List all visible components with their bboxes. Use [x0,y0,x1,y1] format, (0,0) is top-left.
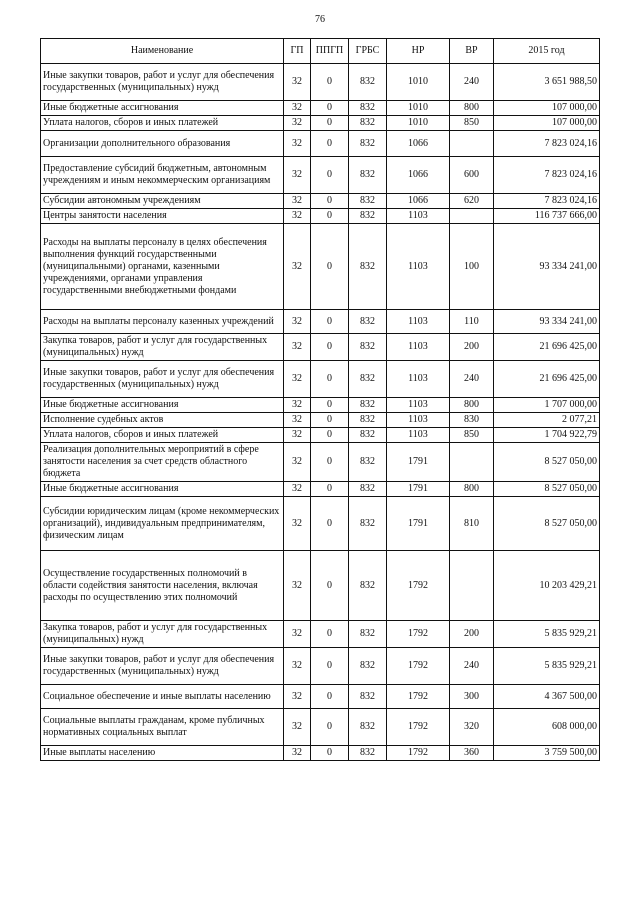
row-gp: 32 [284,116,311,131]
row-amount: 8 527 050,00 [494,482,600,497]
row-grbs: 832 [349,443,387,482]
row-ppgp: 0 [311,131,349,157]
header-amount-2015: 2015 год [494,39,600,64]
row-name: Центры занятости населения [41,209,284,224]
row-gp: 32 [284,310,311,334]
row-vr: 360 [450,746,494,761]
row-amount: 10 203 429,21 [494,551,600,621]
row-gp: 32 [284,334,311,361]
table-row [41,131,600,157]
table-row [41,709,600,746]
budget-table [40,38,600,761]
table-header-row [41,39,600,64]
row-gp: 32 [284,413,311,428]
row-grbs: 832 [349,131,387,157]
header-grbs: ГРБС [349,39,387,64]
row-grbs: 832 [349,413,387,428]
row-ppgp: 0 [311,101,349,116]
row-vr: 800 [450,398,494,413]
row-vr [450,443,494,482]
row-name: Закупка товаров, работ и услуг для государственных (муниципальных) нужд [41,621,284,648]
row-name: Иные бюджетные ассигнования [41,482,284,497]
row-amount: 116 737 666,00 [494,209,600,224]
row-amount: 5 835 929,21 [494,648,600,685]
row-nr: 1792 [387,685,450,709]
row-amount: 7 823 024,16 [494,157,600,194]
row-grbs: 832 [349,64,387,101]
row-nr: 1010 [387,116,450,131]
row-name: Уплата налогов, сборов и иных платежей [41,428,284,443]
row-ppgp: 0 [311,428,349,443]
row-ppgp: 0 [311,64,349,101]
row-name: Исполнение судебных актов [41,413,284,428]
row-grbs: 832 [349,361,387,398]
table-row [41,428,600,443]
row-ppgp: 0 [311,361,349,398]
row-name: Иные выплаты населению [41,746,284,761]
row-name: Иные закупки товаров, работ и услуг для обеспечения государственных (муниципальных) нужд [41,64,284,101]
row-name: Субсидии автономным учреждениям [41,194,284,209]
row-nr: 1792 [387,709,450,746]
row-grbs: 832 [349,648,387,685]
table-row [41,209,600,224]
row-amount: 608 000,00 [494,709,600,746]
row-ppgp: 0 [311,443,349,482]
row-nr: 1792 [387,621,450,648]
row-amount: 107 000,00 [494,101,600,116]
row-amount: 93 334 241,00 [494,310,600,334]
row-nr: 1791 [387,482,450,497]
row-name: Предоставление субсидий бюджетным, автономным учреждениям и иным некоммерческим организациям [41,157,284,194]
row-vr: 110 [450,310,494,334]
header-nr: НР [387,39,450,64]
row-vr: 240 [450,361,494,398]
header-gp: ГП [284,39,311,64]
row-grbs: 832 [349,224,387,310]
row-gp: 32 [284,709,311,746]
row-gp: 32 [284,194,311,209]
row-nr: 1066 [387,157,450,194]
row-nr: 1792 [387,648,450,685]
table-row [41,157,600,194]
row-ppgp: 0 [311,224,349,310]
row-name: Организации дополнительного образования [41,131,284,157]
row-gp: 32 [284,131,311,157]
row-ppgp: 0 [311,551,349,621]
row-amount: 7 823 024,16 [494,131,600,157]
row-name: Социальное обеспечение и иные выплаты населению [41,685,284,709]
table-row [41,310,600,334]
row-amount: 4 367 500,00 [494,685,600,709]
row-gp: 32 [284,398,311,413]
row-ppgp: 0 [311,482,349,497]
row-vr: 320 [450,709,494,746]
table-row [41,482,600,497]
table-row [41,194,600,209]
row-nr: 1103 [387,398,450,413]
row-vr: 200 [450,334,494,361]
row-grbs: 832 [349,746,387,761]
table-row [41,398,600,413]
row-name: Иные бюджетные ассигнования [41,398,284,413]
row-name: Расходы на выплаты персоналу казенных учреждений [41,310,284,334]
row-gp: 32 [284,497,311,551]
row-name: Иные бюджетные ассигнования [41,101,284,116]
row-gp: 32 [284,621,311,648]
row-gp: 32 [284,361,311,398]
row-gp: 32 [284,685,311,709]
row-name: Иные закупки товаров, работ и услуг для обеспечения государственных (муниципальных) нужд [41,361,284,398]
row-name: Субсидии юридическим лицам (кроме некоммерческих организаций), индивидуальным предпринимателям, физическим лицам [41,497,284,551]
row-ppgp: 0 [311,334,349,361]
row-gp: 32 [284,157,311,194]
row-name: Расходы на выплаты персоналу в целях обеспечения выполнения функций государственными (муниципальными) органами, казенными учреждениями, органами управления государственными внебюджетными фондами [41,224,284,310]
row-gp: 32 [284,64,311,101]
row-gp: 32 [284,224,311,310]
row-grbs: 832 [349,116,387,131]
row-ppgp: 0 [311,398,349,413]
row-grbs: 832 [349,685,387,709]
row-ppgp: 0 [311,413,349,428]
row-nr: 1791 [387,497,450,551]
row-grbs: 832 [349,482,387,497]
table-body [41,64,600,761]
row-gp: 32 [284,209,311,224]
row-ppgp: 0 [311,621,349,648]
row-vr: 600 [450,157,494,194]
header-vr: ВР [450,39,494,64]
row-name: Реализация дополнительных мероприятий в сфере занятости населения за счет средств областного бюджета [41,443,284,482]
table-row [41,101,600,116]
row-ppgp: 0 [311,709,349,746]
row-gp: 32 [284,482,311,497]
row-nr: 1103 [387,310,450,334]
row-gp: 32 [284,443,311,482]
row-grbs: 832 [349,101,387,116]
table-row [41,116,600,131]
row-nr: 1066 [387,194,450,209]
row-nr: 1792 [387,746,450,761]
row-vr [450,131,494,157]
row-grbs: 832 [349,157,387,194]
row-vr: 620 [450,194,494,209]
page-number: 76 [315,14,325,25]
row-vr: 850 [450,428,494,443]
table-row [41,685,600,709]
row-ppgp: 0 [311,310,349,334]
row-ppgp: 0 [311,209,349,224]
row-gp: 32 [284,101,311,116]
row-vr: 810 [450,497,494,551]
row-name: Социальные выплаты гражданам, кроме публичных нормативных социальных выплат [41,709,284,746]
table-row [41,648,600,685]
row-vr: 100 [450,224,494,310]
header-name: Наименование [41,39,284,64]
row-ppgp: 0 [311,685,349,709]
row-grbs: 832 [349,709,387,746]
table-row [41,497,600,551]
row-name: Закупка товаров, работ и услуг для государственных (муниципальных) нужд [41,334,284,361]
row-ppgp: 0 [311,648,349,685]
row-amount: 2 077,21 [494,413,600,428]
row-nr: 1103 [387,413,450,428]
row-gp: 32 [284,746,311,761]
table-row [41,334,600,361]
row-grbs: 832 [349,621,387,648]
row-ppgp: 0 [311,157,349,194]
row-nr: 1791 [387,443,450,482]
row-amount: 1 704 922,79 [494,428,600,443]
row-vr: 800 [450,101,494,116]
row-amount: 21 696 425,00 [494,361,600,398]
row-grbs: 832 [349,398,387,413]
row-ppgp: 0 [311,194,349,209]
row-vr: 850 [450,116,494,131]
row-nr: 1103 [387,428,450,443]
row-vr: 800 [450,482,494,497]
row-grbs: 832 [349,209,387,224]
table-row [41,224,600,310]
row-vr [450,209,494,224]
row-name: Уплата налогов, сборов и иных платежей [41,116,284,131]
table-row [41,621,600,648]
row-ppgp: 0 [311,497,349,551]
table-row [41,443,600,482]
table-row [41,64,600,101]
row-grbs: 832 [349,310,387,334]
row-nr: 1792 [387,551,450,621]
row-grbs: 832 [349,551,387,621]
row-grbs: 832 [349,497,387,551]
row-nr: 1103 [387,209,450,224]
row-ppgp: 0 [311,746,349,761]
row-vr [450,551,494,621]
table-row [41,551,600,621]
row-amount: 7 823 024,16 [494,194,600,209]
row-vr: 200 [450,621,494,648]
row-grbs: 832 [349,334,387,361]
row-vr: 240 [450,64,494,101]
row-amount: 3 651 988,50 [494,64,600,101]
table-row [41,413,600,428]
row-ppgp: 0 [311,116,349,131]
row-vr: 300 [450,685,494,709]
row-gp: 32 [284,648,311,685]
row-vr: 830 [450,413,494,428]
row-nr: 1103 [387,334,450,361]
row-amount: 1 707 000,00 [494,398,600,413]
row-name: Иные закупки товаров, работ и услуг для обеспечения государственных (муниципальных) нужд [41,648,284,685]
row-amount: 8 527 050,00 [494,443,600,482]
row-amount: 107 000,00 [494,116,600,131]
row-nr: 1010 [387,101,450,116]
row-gp: 32 [284,551,311,621]
row-vr: 240 [450,648,494,685]
table-row [41,361,600,398]
row-amount: 5 835 929,21 [494,621,600,648]
row-nr: 1010 [387,64,450,101]
row-grbs: 832 [349,194,387,209]
row-name: Осуществление государственных полномочий в области содействия занятости населения, включая расходы по осуществлению этих полномочий [41,551,284,621]
row-amount: 93 334 241,00 [494,224,600,310]
row-amount: 21 696 425,00 [494,334,600,361]
row-nr: 1066 [387,131,450,157]
row-amount: 3 759 500,00 [494,746,600,761]
row-nr: 1103 [387,361,450,398]
table-row [41,746,600,761]
row-grbs: 832 [349,428,387,443]
row-amount: 8 527 050,00 [494,497,600,551]
row-nr: 1103 [387,224,450,310]
row-gp: 32 [284,428,311,443]
header-ppgp: ППГП [311,39,349,64]
